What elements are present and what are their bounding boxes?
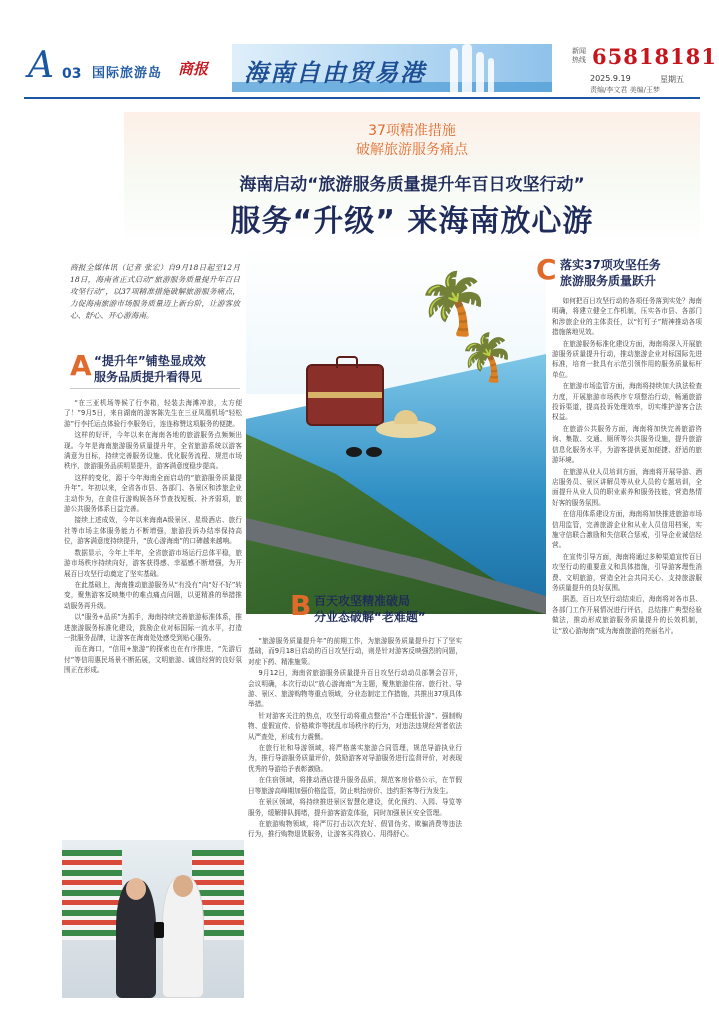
person-figure <box>116 880 156 998</box>
paragraph: 在旅游市场监管方面，海南将持续加大执法检查力度，开展旅游市场秩序专项整治行动，畅通旅游投诉渠道，提高投诉处理效率，切实维护游客合法权益。 <box>552 382 702 422</box>
editors-credit: 责编/李文君 美编/王梦 <box>590 86 660 94</box>
banner-tower-graphic <box>450 48 458 92</box>
paragraph: 9月12日，海南省旅游服务质量提升百日攻坚行动动员部署会召开，会议明确，本次行动以“放心游海南”为主题，聚焦旅游住宿、旅行社、导游、景区、旅游购物等重点领域，分业态制定工作措施，共推出37项具体举措。 <box>248 669 462 709</box>
banner <box>232 44 552 92</box>
section-title-line-1: “提升年”铺垫显成效 <box>94 354 206 368</box>
paragraph: 在旅游服务标准化建设方面，海南将深入开展旅游服务质量提升行动，推动旅游企业对标国际先进标准，培育一批具有示范引领作用的服务质量标杆单位。 <box>552 339 702 379</box>
section-divider <box>70 388 240 389</box>
hotline-number: 65818181 <box>592 44 717 69</box>
section-title-line-2: 旅游服务质量跃升 <box>560 274 657 288</box>
lead-paragraph: 商报全媒体讯（记者 张宏）自9月18日起至12月18日，海南省正式启动“旅游服务质量提升年百日攻坚行动”，以37项精准措施破解旅游服务痛点，力促海南旅游市场服务质量迈上新台阶，让游客放心、舒心、开心游海南。 <box>70 263 240 320</box>
paragraph: 而在海口，“信用+旅游”的探索也在有序推进，“先游后付”等信用惠民场景不断拓展，文明旅游、诚信经营的良好氛围正在形成。 <box>64 645 242 675</box>
section-c-heading <box>536 253 706 296</box>
paragraph: “在三亚机场等候了行李箱，轻装去海滩冲浪，太方便了！”9月5日，来自湖南的游客陈先生在三亚凤凰机场“轻松游”行李托运点体验行李服务后，连连称赞这项服务的便捷。 <box>64 399 242 428</box>
section-title-line-1: 百天攻坚精准破局 <box>314 594 411 608</box>
paragraph: 据悉，百日攻坚行动结束后，海南将对各市县、各部门工作开展情况进行评估，总结推广典型经验做法，推动形成旅游服务质量提升的长效机制，让“放心游海南”成为海南旅游的亮丽名片。 <box>552 595 702 635</box>
shelf-graphic <box>62 850 122 940</box>
page-number: 03 <box>62 66 82 82</box>
paragraph: 在宣传引导方面，海南将通过多种渠道宣传百日攻坚行动的重要意义和具体措施，引导游客理性消费、文明旅游，营造全社会共同关心、支持旅游服务质量提升的良好氛围。 <box>552 552 702 592</box>
sunglasses-icon <box>346 442 386 452</box>
kicker-line-2: 破解旅游服务痛点 <box>356 142 468 158</box>
paragraph: 以“服务+品质”为抓手，海南持续完善旅游标准体系，推进旅游服务标准化建设，鼓励企业对标国际一流水平，打造一批服务品牌，让游客在海南处处感受到贴心服务。 <box>64 613 242 642</box>
suitcase-strap <box>308 392 382 398</box>
section-title-line-2: 服务品质提升看得见 <box>94 370 203 384</box>
paragraph: 在此基础上，海南推动旅游服务从“有没有”向“好不好”转变，聚焦游客反映集中的难点痛点问题，以更精准的举措推动服务再升级。 <box>64 580 242 610</box>
main-headline: 服务“升级” 来海南放心游 <box>230 204 594 239</box>
hotline-label: 新闻热线 <box>572 47 586 64</box>
section-b-heading <box>290 589 470 632</box>
straw-hat-icon <box>376 420 436 438</box>
section-title-line-2: 分业态破解“老难题” <box>314 610 426 624</box>
masthead <box>0 0 719 100</box>
kicker-line-1: 37项精准措施 <box>368 123 456 139</box>
paragraph: 接续上述成效，今年以来海南A级景区、星级酒店、旅行社等市场主体服务能力不断增强，旅游投诉办结率保持高位，游客满意度持续提升，“放心游海南”的口碑越来越响。 <box>64 516 242 546</box>
section-c-body <box>552 296 702 1012</box>
phone-icon <box>154 922 164 938</box>
palm-tree-icon: 🌴 <box>458 330 516 384</box>
paragraph: 在旅游从业人员培训方面，海南将开展导游、酒店服务员、景区讲解员等从业人员的专题培训，全面提升从业人员的职业素养和服务技能，营造热情好客的服务氛围。 <box>552 467 702 507</box>
paragraph: 在信用体系建设方面，海南将加快推进旅游市场信用监管，完善旅游企业和从业人员信用档案，实施守信联合激励和失信联合惩戒，引导企业诚信经营。 <box>552 510 702 550</box>
person-figure <box>162 876 204 998</box>
paragraph: 在旅行社和导游领域，将严格落实旅游合同管理，规范导游执业行为，推行导游服务质量评价，鼓励游客对导游服务进行监督评价，对表现优秀的导游给予表彰激励。 <box>248 744 462 773</box>
section-a-body <box>64 398 242 834</box>
section-a-heading <box>70 349 242 392</box>
paragraph: “旅游服务质量提升年”的前期工作，为旅游服务质量提升打下了坚实基础，而9月18日启动的百日攻坚行动，则是针对游客反映强烈的问题，对症下药、精准施策。 <box>248 637 462 666</box>
paragraph: 在住宿领域，将推动酒店提升服务品质，规范客房价格公示，在节假日等旅游高峰期加强价格监管，防止哄抬房价、违约拒客等行为发生。 <box>248 776 462 795</box>
paragraph: 数据显示，今年上半年，全省旅游市场运行总体平稳，旅游市场秩序持续向好，游客获得感、幸福感不断增强，为开展百日攻坚行动奠定了坚实基础。 <box>64 548 242 578</box>
subheadline: 海南启动“旅游服务质量提升年百日攻坚行动” <box>239 175 585 195</box>
hero-illustration <box>246 244 546 614</box>
section-letter: B <box>290 589 312 622</box>
news-photo <box>62 840 244 998</box>
suitcase-icon <box>306 364 384 426</box>
section-letter: C <box>536 253 557 286</box>
issue-date: 2025.9.19 <box>590 74 631 83</box>
paragraph: 在旅游公共服务方面，海南将加快完善旅游咨询、集散、交通、厕所等公共服务设施，提升旅游信息化服务水平，为游客提供更加便捷、舒适的旅游环境。 <box>552 424 702 465</box>
section-title-line-1: 落实37项攻坚任务 <box>560 258 661 272</box>
palm-tree-icon: 🌴 <box>416 269 491 339</box>
paragraph: 针对游客关注的热点，攻坚行动将重点整治“不合理低价游”、强制购物、虚假宣传、价格欺诈等扰乱市场秩序的行为，对违法违规经营者依法从严查处，形成有力震慑。 <box>248 711 462 741</box>
section-b-body <box>248 636 462 1014</box>
page-letter: A <box>28 45 54 86</box>
paragraph: 如何把百日攻坚行动的各项任务落到实处？海南明确，将建立健全工作机制，压实各市县、各部门和涉旅企业的主体责任，以“钉钉子”精神推动各项措施落地见效。 <box>552 297 702 337</box>
banner-tower-graphic <box>488 58 494 92</box>
banner-title: 海南自由贸易港 <box>244 58 426 87</box>
section-name: 国际旅游岛 <box>92 66 163 81</box>
masthead-rule <box>24 97 700 99</box>
brand-logo: 商报 <box>178 60 209 78</box>
headline-band <box>124 112 700 242</box>
section-letter: A <box>70 349 92 382</box>
paragraph: 在景区领域，将持续推进景区智慧化建设，优化预约、入园、导览等服务，缓解排队拥堵，提升游客游览体验，同时加强景区安全管理。 <box>248 798 462 817</box>
paragraph: 在旅游购物领域，将严厉打击以次充好、假冒伪劣、欺骗消费等违法行为，推行购物退货服务，让游客买得放心、用得舒心。 <box>248 819 462 839</box>
issue-weekday: 星期五 <box>660 75 684 84</box>
banner-tower-graphic <box>476 52 484 92</box>
paragraph: 这样的好评，今年以来在海南各地的旅游服务点频频出现。今年是海南旅游服务质量提升年，全省旅游系统以游客满意为目标，持续完善服务设施、优化服务流程、规范市场秩序，旅游服务品质明显提升，游客满意度稳步提高。 <box>64 431 242 471</box>
paragraph: 这样的变化，源于今年海南全面启动的“旅游服务质量提升年”。年初以来，全省各市县、各部门、各景区和涉旅企业主动作为，在食住行游购娱各环节查找短板、补齐弱项，旅游公共服务体系日益完善。 <box>64 473 242 514</box>
banner-tower-graphic <box>462 44 472 92</box>
